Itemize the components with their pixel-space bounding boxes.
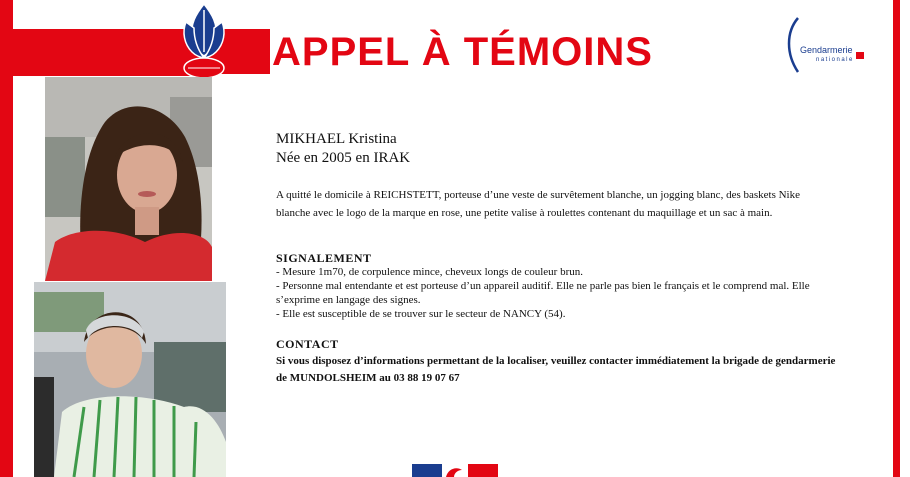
- right-red-border: [893, 0, 900, 477]
- signalement-line: - Personne mal entendante et est porteuse d’un appareil auditif. Elle ne parle pas bien le français et le comprend mal. Elle s’exprime en langage des signes.: [276, 280, 810, 306]
- signalement-section: [276, 251, 836, 321]
- marianne-flag-icon: [412, 464, 498, 477]
- logo-subtext: nationale: [816, 57, 854, 63]
- person-birth: Née en 2005 en IRAK: [276, 150, 411, 166]
- contact-text: Si vous disposez d’informations permettant de la localiser, veuillez contacter immédiatement la brigade de gendarmerie de MUNDOLSHEIM au 03 88 19 07 67: [276, 355, 836, 384]
- signalement-line: - Mesure 1m70, de corpulence mince, cheveux longs de couleur brun.: [276, 266, 583, 278]
- person-info: [276, 130, 410, 168]
- contact-section: [276, 336, 836, 387]
- person-name: MIKHAEL Kristina: [276, 131, 397, 147]
- contact-heading: CONTACT: [276, 337, 339, 351]
- logo-text: Gendarmerie: [800, 45, 853, 55]
- left-red-border: [0, 0, 13, 477]
- missing-person-photo-2: [34, 282, 226, 477]
- signalement-heading: SIGNALEMENT: [276, 251, 372, 265]
- missing-person-photo-1: [45, 77, 212, 281]
- signalement-line: - Elle est susceptible de se trouver sur le secteur de NANCY (54).: [276, 308, 566, 320]
- page-title: APPEL À TÉMOINS: [272, 30, 653, 74]
- gendarmerie-flame-emblem-icon: [176, 2, 232, 80]
- description-paragraph: A quitté le domicile à REICHSTETT, porteuse d’une veste de survêtement blanche, un jogging blanc, des baskets Nike blanche avec le logo de la marque en rose, une petite valise à roulettes contenant du maquillage et un sac à main.: [276, 189, 800, 219]
